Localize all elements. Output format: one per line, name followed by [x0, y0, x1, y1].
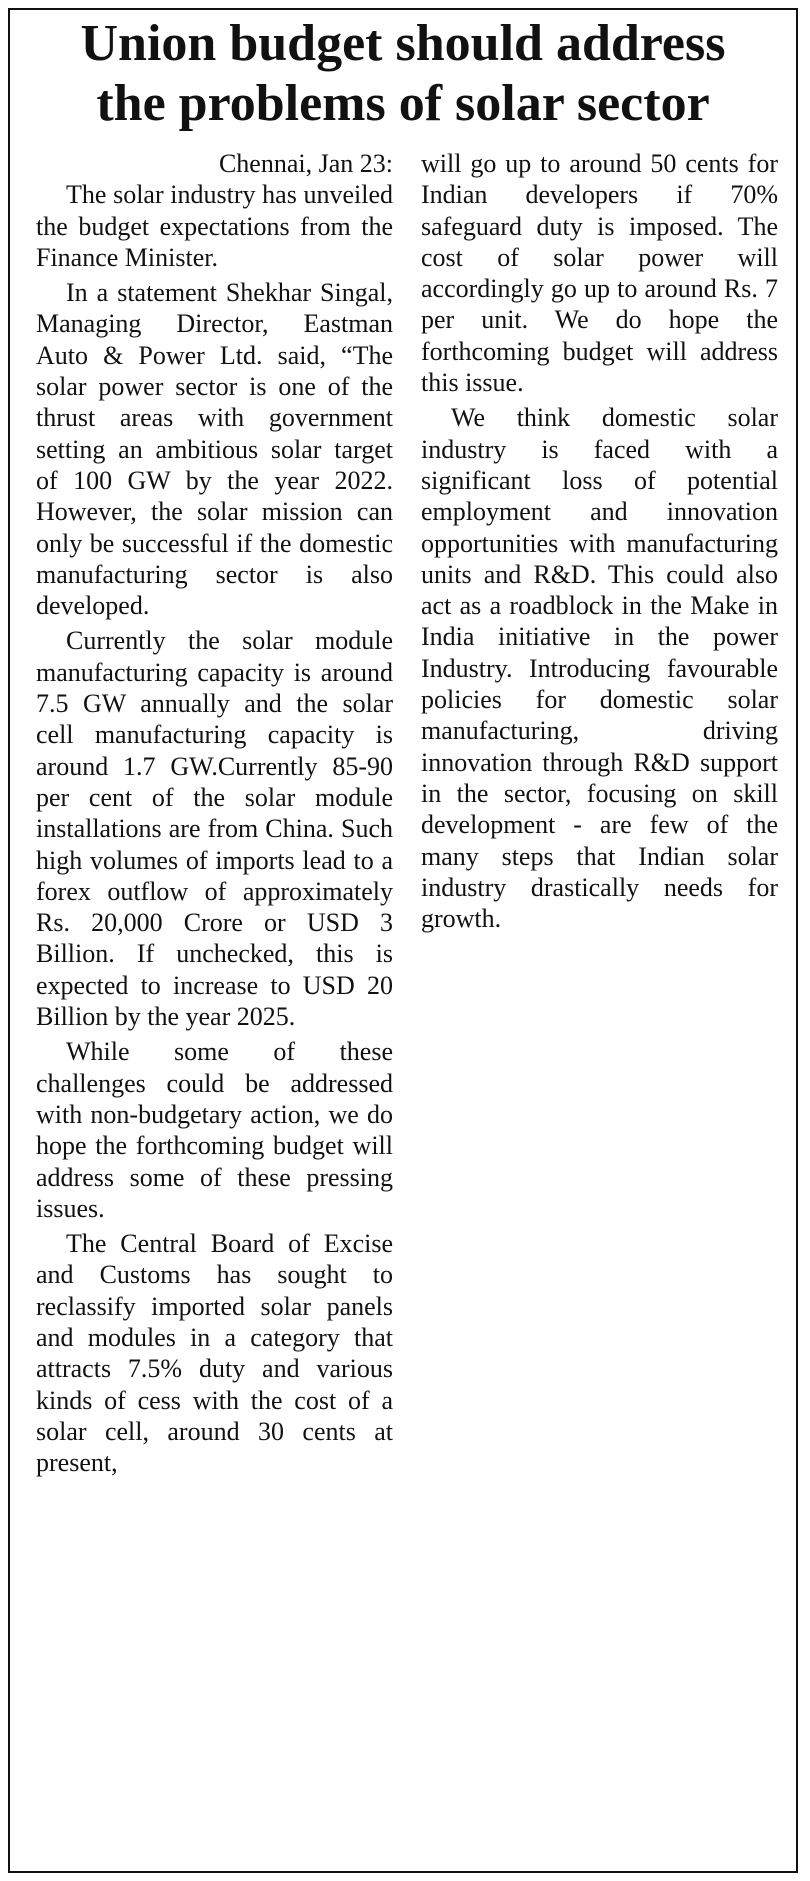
paragraph-statement: In a statement Shekhar Singal, Managing Director, Eastman Auto & Power Ltd. said, “The solar power sector is one of the thrust areas with government setting an ambitious solar target of 100 GW by the year 2022. However, the solar mission can only be successful if the domestic manufacturing sector is also developed. [36, 278, 393, 621]
headline-line-1: Union budget should address [80, 15, 726, 72]
newspaper-clipping [8, 8, 798, 1873]
dateline: Chennai, Jan 23: [218, 149, 393, 178]
paragraph-continuation: will go up to around 50 cents for Indian developers if 70% safeguard duty is imposed. The cost of solar power will accordingly go up to around Rs. 7 per unit. We do hope the forthcoming budget will address this issue. [421, 149, 778, 398]
paragraph-cbec: The Central Board of Excise and Customs has sought to reclassify imported solar panels and modules in a category that attracts 7.5% duty and various kinds of cess with the cost of a solar cell, around 30 cents at present, [36, 1229, 393, 1478]
left-column [36, 148, 393, 1482]
right-column [421, 148, 778, 1482]
paragraph-capacity: Currently the solar module manufacturing capacity is around 7.5 GW annually and the solar cell manufacturing capacity is around 1.7 GW.Currently 85-90 per cent of the solar module installations are from China. Such high volumes of imports lead to a forex outflow of approximately Rs. 20,000 Crore or USD 3 Billion. If unchecked, this is expected to increase to USD 20 Billion by the year 2025. [36, 626, 393, 1032]
headline-line-2: the problems of solar sector [96, 75, 710, 132]
paragraph-challenges: While some of these challenges could be addressed with non-budgetary action, we do hope the forthcoming budget will address some of these pressing issues. [36, 1037, 393, 1223]
paragraph-domestic-industry: We think domestic solar industry is faced with a significant loss of potential employment and innovation opportunities with manufacturing units and R&D. This could also act as a roadblock in the Make in India initiative in the power Industry. Introducing favourable policies for domestic solar manufacturing, driving innovation through R&D support in the sector, focusing on skill development - are few of the many steps that Indian solar industry drastically needs for growth. [421, 403, 778, 934]
paragraph-intro: The solar industry has unveiled the budget expectations from the Finance Minister. [36, 180, 393, 272]
article-body [36, 148, 778, 1482]
headline [10, 14, 796, 134]
